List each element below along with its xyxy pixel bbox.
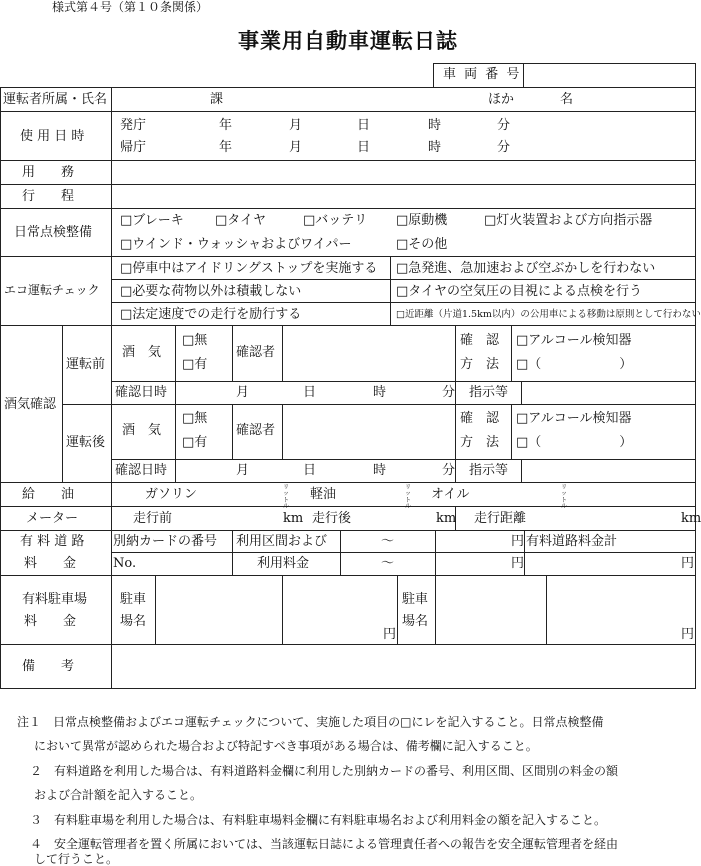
meter-distance-label: 走行距離 xyxy=(474,511,527,526)
business-field[interactable] xyxy=(112,161,695,184)
after-check-minute: 分 xyxy=(442,463,456,478)
meter-after-unit: km xyxy=(436,511,457,526)
parking-name-label-3: 駐車 xyxy=(402,592,429,607)
fuel-gasoline-label: ガソリン xyxy=(145,487,198,502)
toll-yen-2: 円 xyxy=(511,556,525,571)
depart-label: 発庁 xyxy=(120,118,147,133)
note-1-cont: において異常が認められた場合および特記すべき事項がある場合は、備考欄に記入すること。 xyxy=(34,739,538,753)
note-4: ４ 安全運転管理者を置く所属においては、当該運転日誌による管理責任者への報告を安全運転管理者を経由 xyxy=(30,837,619,851)
after-check-time-label: 確認日時 xyxy=(115,463,168,478)
before-check-month: 月 xyxy=(236,385,250,400)
toll-label-2: 料 金 xyxy=(24,556,77,571)
parking-name-label-2: 場名 xyxy=(120,614,147,629)
after-method-label-1: 確 認 xyxy=(460,411,500,426)
checkbox-washer-wiper[interactable]: □ウインド・ウォッシャおよびワイパー xyxy=(120,237,352,252)
before-instructions-label: 指示等 xyxy=(469,385,509,400)
depart-day: 日 xyxy=(357,118,371,133)
before-checkbox-none[interactable]: □無 xyxy=(182,333,208,348)
after-instructions-field[interactable] xyxy=(522,460,695,482)
after-method-label-2: 方 法 xyxy=(460,435,500,450)
form-id: 様式第４号（第１０条関係） xyxy=(52,0,209,14)
after-instructions-label: 指示等 xyxy=(469,463,509,478)
meter-after-label: 走行後 xyxy=(312,511,352,526)
fuel-oil-unit: リットル xyxy=(561,484,568,510)
parking-label-2: 料 金 xyxy=(24,614,77,629)
toll-card-number-label: 別納カードの番号 xyxy=(113,534,218,549)
after-check-month: 月 xyxy=(236,463,250,478)
parking-label-1: 有料駐車場 xyxy=(22,592,88,607)
usage-date-label: 使 用 日 時 xyxy=(20,129,85,144)
business-label: 用 務 xyxy=(22,165,75,180)
toll-yen-1: 円 xyxy=(511,534,525,549)
after-check-hour: 時 xyxy=(373,463,387,478)
before-checkbox-other[interactable]: □（ ） xyxy=(516,357,633,372)
checkbox-battery[interactable]: □バッテリ xyxy=(303,213,368,228)
driver-count: 名 xyxy=(560,92,574,107)
page-title: 事業用自動車運転日誌 xyxy=(238,28,458,53)
before-check-day: 日 xyxy=(303,385,317,400)
remarks-field[interactable] xyxy=(112,645,695,688)
fuel-gasoline-unit: リットル xyxy=(283,484,290,510)
after-checker-field[interactable] xyxy=(283,405,455,459)
toll-tilde-2: ～ xyxy=(381,556,395,571)
before-instructions-field[interactable] xyxy=(522,382,695,404)
eco-check-label: エコ運転チェック xyxy=(4,283,100,297)
route-label: 行 程 xyxy=(22,189,75,204)
note-3: ３ 有料駐車場を利用した場合は、有料駐車場料金欄に有料駐車場名および利用料金の額を記入すること。 xyxy=(30,813,607,827)
checkbox-lights[interactable]: □灯火装置および方向指示器 xyxy=(484,213,653,228)
return-label: 帰庁 xyxy=(120,140,147,155)
daily-inspection-label: 日常点検整備 xyxy=(14,225,93,240)
before-check-minute: 分 xyxy=(442,385,456,400)
checkbox-tire[interactable]: □タイヤ xyxy=(215,213,267,228)
before-checkbox-yes[interactable]: □有 xyxy=(182,357,208,372)
fuel-oil-label: オイル xyxy=(431,487,470,502)
route-field[interactable] xyxy=(112,185,695,208)
checkbox-short-distance[interactable]: □近距離（片道1.5km以内）の公用車による移動は原則として行わない xyxy=(396,309,701,320)
note-2: ２ 有料道路を利用した場合は、有料道路料金欄に利用した別納カードの番号、利用区間、区間別の料金の額 xyxy=(30,764,619,778)
note-2-cont: および合計額を記入すること。 xyxy=(34,788,203,802)
after-drinking-label: 酒 気 xyxy=(122,423,162,438)
return-month: 月 xyxy=(289,140,303,155)
before-checker-field[interactable] xyxy=(283,326,455,381)
before-checkbox-detector[interactable]: □アルコール検知器 xyxy=(516,333,632,348)
checkbox-legal-speed[interactable]: □法定速度での走行を励行する xyxy=(120,307,302,322)
note-4-cont: して行うこと。 xyxy=(34,852,119,866)
return-day: 日 xyxy=(357,140,371,155)
parking-yen-1: 円 xyxy=(383,627,397,642)
parking-name-label-1: 駐車 xyxy=(120,592,147,607)
return-minute: 分 xyxy=(497,140,511,155)
fuel-diesel-label: 軽油 xyxy=(310,487,337,502)
driver-label: 運転者所属・氏名 xyxy=(3,92,108,107)
after-checkbox-detector[interactable]: □アルコール検知器 xyxy=(516,411,632,426)
after-checkbox-yes[interactable]: □有 xyxy=(182,435,208,450)
driver-others: ほか xyxy=(488,92,515,107)
note-1: 注１ 日常点検整備およびエコ運転チェックについて、実施した項目の□にレを記入すること。日常点検整備 xyxy=(17,715,604,729)
checkbox-tire-pressure[interactable]: □タイヤの空気圧の目視による点検を行う xyxy=(396,284,643,299)
before-driving-label: 運転前 xyxy=(66,357,106,372)
checkbox-inspection-other[interactable]: □その他 xyxy=(396,237,448,252)
driver-field[interactable] xyxy=(112,88,695,111)
depart-year: 年 xyxy=(219,118,233,133)
checkbox-idling-stop[interactable]: □停車中はアイドリングストップを実施する xyxy=(120,261,378,276)
toll-tilde-1: ～ xyxy=(381,534,395,549)
before-method-label-1: 確 認 xyxy=(460,333,500,348)
after-check-day: 日 xyxy=(303,463,317,478)
depart-hour: 時 xyxy=(428,118,442,133)
after-checkbox-none[interactable]: □無 xyxy=(182,411,208,426)
meter-before-unit: km xyxy=(283,511,304,526)
remarks-label: 備 考 xyxy=(22,659,75,674)
toll-total-label: 有料道路料金計 xyxy=(526,534,618,549)
depart-minute: 分 xyxy=(497,118,511,133)
before-checker-label: 確認者 xyxy=(236,345,276,360)
meter-distance-unit: km xyxy=(681,511,701,526)
after-checkbox-other[interactable]: □（ ） xyxy=(516,435,633,450)
before-drinking-label: 酒 気 xyxy=(122,345,162,360)
before-method-label-2: 方 法 xyxy=(460,357,500,372)
alcohol-check-label: 酒気確認 xyxy=(4,397,57,412)
toll-total-yen: 円 xyxy=(681,556,695,571)
return-hour: 時 xyxy=(428,140,442,155)
before-check-time-label: 確認日時 xyxy=(115,385,168,400)
after-checker-label: 確認者 xyxy=(236,423,276,438)
before-check-hour: 時 xyxy=(373,385,387,400)
toll-no-label: No. xyxy=(113,556,137,571)
checkbox-brake[interactable]: □ブレーキ xyxy=(120,213,184,228)
checkbox-no-sudden-start[interactable]: □急発進、急加速および空ぶかしを行わない xyxy=(396,261,656,276)
vehicle-number-label: 車 両 番 号 xyxy=(443,67,522,82)
return-year: 年 xyxy=(219,140,233,155)
toll-label-1: 有 料 道 路 xyxy=(20,534,85,549)
fuel-label: 給 油 xyxy=(22,487,75,502)
after-driving-label: 運転後 xyxy=(66,435,106,450)
fuel-diesel-unit: リットル xyxy=(405,484,412,510)
parking-name-label-4: 場名 xyxy=(402,614,429,629)
parking-yen-2: 円 xyxy=(681,627,695,642)
meter-label: メーター xyxy=(26,511,79,526)
driver-dept: 課 xyxy=(210,92,224,107)
meter-before-label: 走行前 xyxy=(133,511,173,526)
checkbox-no-extra-load[interactable]: □必要な荷物以外は積載しない xyxy=(120,284,302,299)
depart-month: 月 xyxy=(289,118,303,133)
checkbox-engine[interactable]: □原動機 xyxy=(396,213,448,228)
toll-section-label-1: 利用区間および xyxy=(236,534,328,549)
vehicle-number-field[interactable] xyxy=(524,64,695,87)
toll-section-label-2: 利用料金 xyxy=(257,556,310,571)
